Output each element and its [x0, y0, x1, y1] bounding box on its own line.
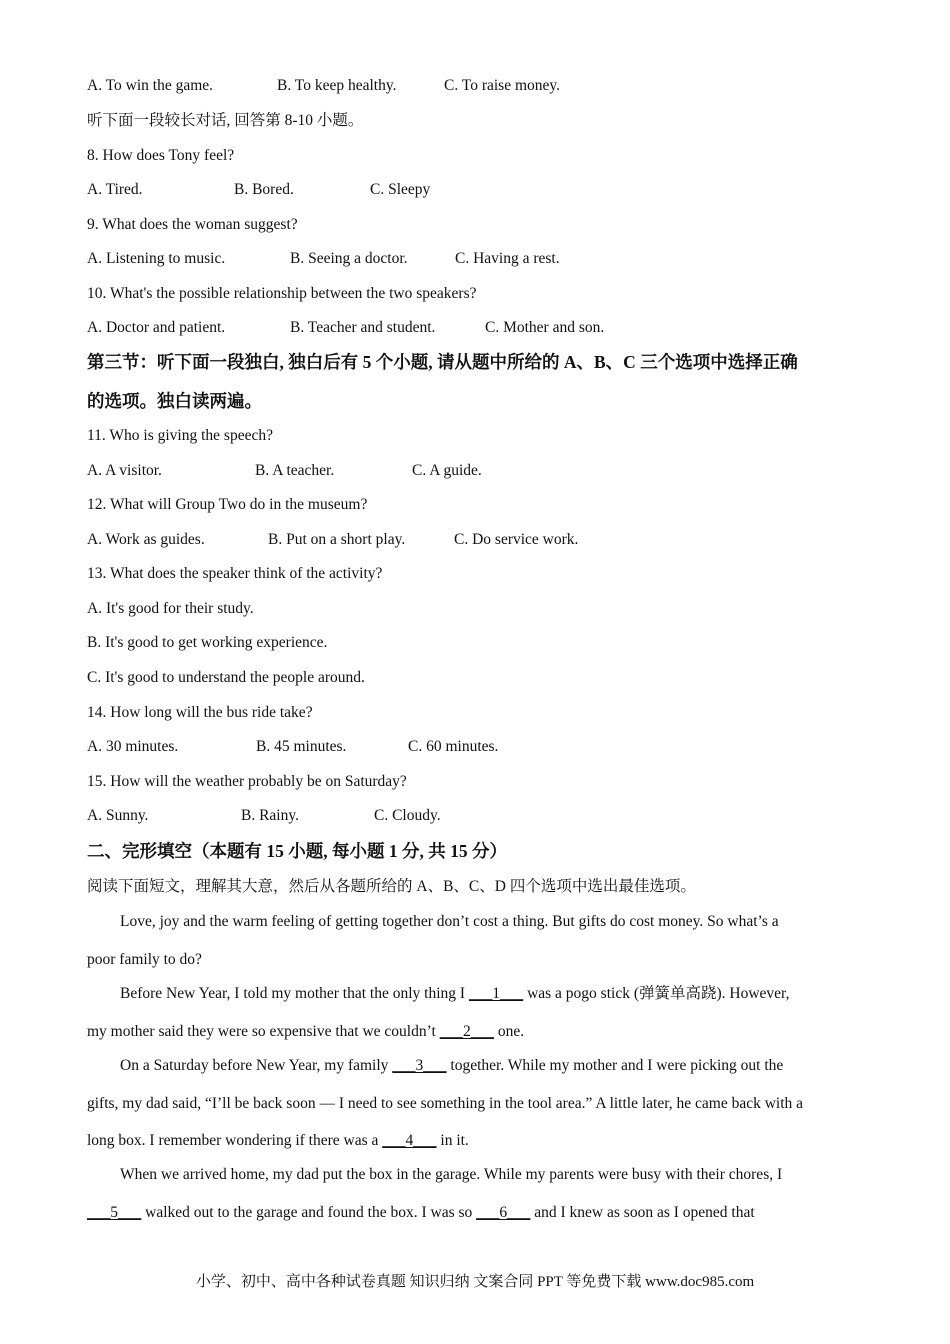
blank-5: ___5___ — [87, 1204, 142, 1221]
q13-option-a: A. It's good for their study. — [87, 600, 254, 617]
passage-text: and I knew as soon as I opened that — [530, 1204, 755, 1221]
passage-text: long box. I remember wondering if there was a — [87, 1132, 383, 1149]
q11-stem: 11. Who is giving the speech? — [87, 427, 273, 444]
q11-option-a: A. A visitor. — [87, 462, 162, 479]
q12-option-a: A. Work as guides. — [87, 531, 205, 548]
q10-option-c: C. Mother and son. — [485, 319, 605, 336]
q9-option-a: A. Listening to music. — [87, 250, 226, 267]
blank-4: ___4___ — [382, 1132, 437, 1149]
passage-p4-line1: When we arrived home, my dad put the box in the garage. While my parents were busy with their chores, I — [120, 1166, 783, 1183]
q11-option-c: C. A guide. — [412, 462, 482, 479]
passage-p2-line2 — [87, 1022, 524, 1042]
q14-option-a: A. 30 minutes. — [87, 738, 179, 755]
passage-p4-line2 — [87, 1203, 755, 1223]
passage-text: one. — [493, 1023, 525, 1040]
passage-text: On a Saturday before New Year, my family — [120, 1057, 393, 1074]
q14-stem: 14. How long will the bus ride take? — [87, 704, 313, 721]
q8-option-b: B. Bored. — [234, 181, 294, 198]
passage-text: my mother said they were so expensive that we couldn’t — [87, 1023, 440, 1040]
q15-option-a: A. Sunny. — [87, 807, 149, 824]
part2-instruction: 阅读下面短文，理解其大意，然后从各题所给的 A、B、C、D 四个选项中选出最佳选项。 — [87, 878, 696, 895]
q8-stem: 8. How does Tony feel? — [87, 147, 235, 164]
q10-option-a: A. Doctor and patient. — [87, 319, 226, 336]
section3-heading-line2: 的选项。独白读两遍。 — [87, 391, 262, 411]
passage-p2-line1 — [120, 984, 789, 1004]
passage-text: was a pogo stick (弹簧单高跷). However, — [523, 985, 790, 1002]
page-footer: 小学、初中、高中各种试卷真题 知识归纳 文案合同 PPT 等免费下载 www.doc985.com — [195, 1274, 755, 1290]
q7-option-c: C. To raise money. — [444, 77, 561, 94]
passage-p1-line2: poor family to do? — [87, 951, 202, 968]
q12-option-c: C. Do service work. — [454, 531, 579, 548]
blank-1: ___1___ — [468, 985, 524, 1002]
q7-option-a: A. To win the game. — [87, 77, 214, 94]
passage-text: walked out to the garage and found the box. I was so — [141, 1204, 477, 1221]
q11-option-b: B. A teacher. — [255, 462, 335, 479]
passage-p3-line3 — [87, 1131, 469, 1151]
q10-stem: 10. What's the possible relationship between the two speakers? — [87, 285, 477, 302]
passage-p1-line1: Love, joy and the warm feeling of getting together don’t cost a thing. But gifts do cost money. So what’s a — [120, 913, 779, 930]
passage-text: together. While my mother and I were picking out the — [446, 1057, 784, 1074]
q13-stem: 13. What does the speaker think of the activity? — [87, 565, 383, 582]
passage-text: Before New Year, I told my mother that the only thing I — [120, 985, 469, 1002]
section3-heading-line1: 第三节：听下面一段独白, 独白后有 5 个小题, 请从题中所给的 A、B、C 三个选项中选择正确 — [87, 352, 798, 372]
q15-stem: 15. How will the weather probably be on Saturday? — [87, 773, 407, 790]
passage-text: in it. — [436, 1132, 469, 1149]
q14-option-c: C. 60 minutes. — [408, 738, 499, 755]
q9-option-c: C. Having a rest. — [455, 250, 560, 267]
q10-option-b: B. Teacher and student. — [290, 319, 436, 336]
q9-stem: 9. What does the woman suggest? — [87, 216, 298, 233]
q15-option-b: B. Rainy. — [241, 807, 299, 824]
q8-option-a: A. Tired. — [87, 181, 143, 198]
q14-option-b: B. 45 minutes. — [256, 738, 347, 755]
intro-8-10: 听下面一段较长对话, 回答第 8-10 小题。 — [87, 112, 364, 129]
blank-2: ___2___ — [439, 1023, 494, 1040]
q8-option-c: C. Sleepy — [370, 181, 431, 198]
q9-option-b: B. Seeing a doctor. — [290, 250, 408, 267]
q12-option-b: B. Put on a short play. — [268, 531, 406, 548]
part2-heading: 二、完形填空（本题有 15 小题, 每小题 1 分, 共 15 分） — [87, 841, 507, 861]
q7-option-b: B. To keep healthy. — [277, 77, 397, 94]
q12-stem: 12. What will Group Two do in the museum? — [87, 496, 368, 513]
passage-p3-line1 — [120, 1056, 783, 1076]
passage-p3-line2: gifts, my dad said, “I’ll be back soon — I need to see something in the tool area.” A little later, he came back with a — [87, 1095, 804, 1112]
q15-option-c: C. Cloudy. — [374, 807, 441, 824]
blank-3: ___3___ — [392, 1057, 447, 1074]
q13-option-c: C. It's good to understand the people around. — [87, 669, 365, 686]
blank-6: ___6___ — [476, 1204, 531, 1221]
q13-option-b: B. It's good to get working experience. — [87, 634, 328, 651]
